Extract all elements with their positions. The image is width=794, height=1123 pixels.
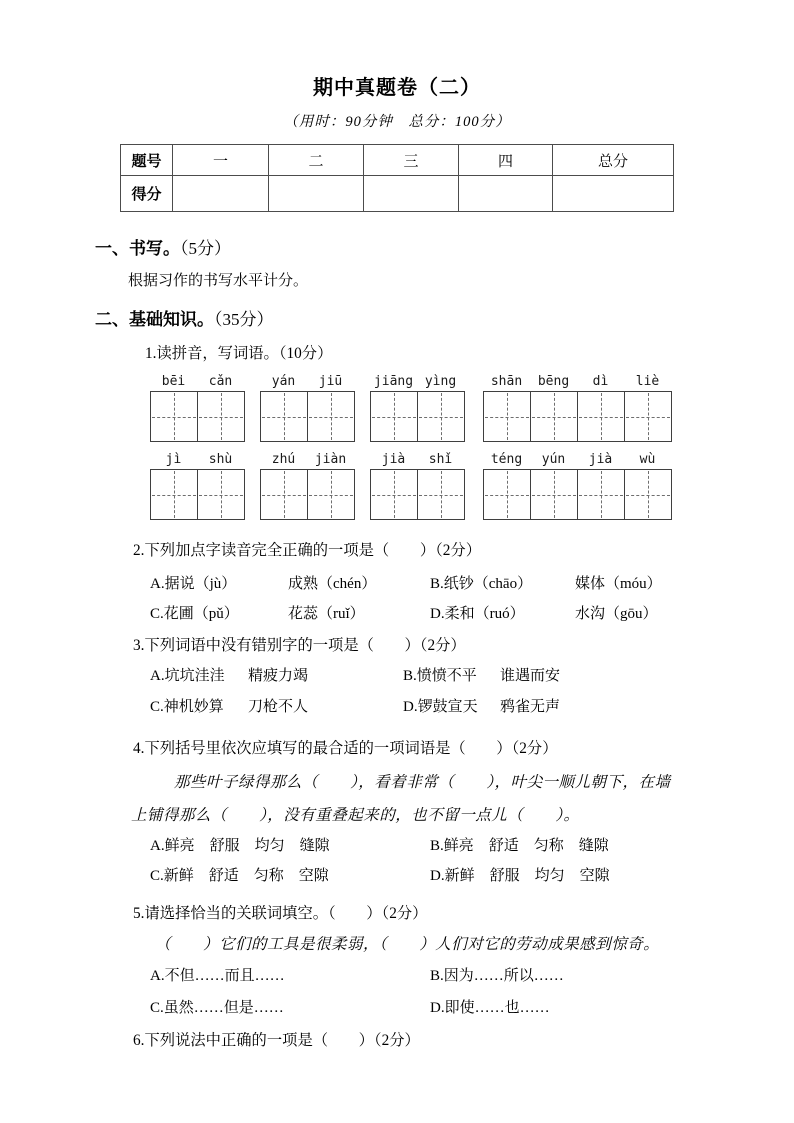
q3-option-a: A.坑坑洼洼 [150,668,225,684]
section-2-heading [95,309,274,331]
pinyin-syllable: wù [639,452,656,467]
pinyin-labels [150,452,245,467]
writing-grid-cell[interactable] [198,392,244,441]
writing-grid [370,391,465,442]
pinyin-labels [370,374,465,389]
q2-options-row2 [0,604,794,624]
q5-option-d: D.即使……也…… [430,1000,550,1016]
q4-passage-line2: 上铺得那么（ ），没有重叠起来的，也不留一点儿（ ）。 [131,807,580,824]
q2-option-a: A.据说（jù） [150,576,237,592]
pinyin-labels [260,374,355,389]
q2-options-row1 [0,574,794,594]
q2-option-b-word2: 媒体（móu） [575,576,662,592]
q2-option-d-word2: 水沟（gōu） [575,606,658,622]
section-2-points: （35分） [214,310,274,329]
writing-grid [483,391,672,442]
q4-options-row1 [0,836,794,856]
q2-option-c: C.花圃（pǔ） [150,606,239,622]
pinyin-syllable: jiāng [373,374,414,389]
writing-grid-cell[interactable] [531,392,578,441]
q4-option-d: D.新鲜 舒服 均匀 空隙 [430,868,610,884]
q4-passage-line1: 那些叶子绿得那么（ ），看着非常（ ），叶尖一顺儿朝下，在墙 [174,774,671,791]
q4-options-row2 [0,866,794,886]
pinyin-syllable: jià [588,452,613,467]
pinyin-group-zhujian [260,452,355,520]
pinyin-labels [483,452,672,467]
score-table-label-score: 得分 [121,176,173,212]
q3-options-row1 [0,666,794,686]
q3-option-d-word2: 鸦雀无声 [500,699,561,715]
score-input-cell-2[interactable] [269,176,364,212]
q3-label: 3.下列词语中没有错别字的一项是（ ）（2分） [133,637,466,654]
writing-grid-cell[interactable] [484,470,531,519]
pinyin-syllable: shǐ [428,452,453,467]
writing-grid [370,469,465,520]
pinyin-group-tengyunjiawu [483,452,672,520]
pinyin-syllable: jiū [318,374,343,389]
pinyin-syllable: yìng [424,374,457,389]
score-table [120,144,674,212]
q4-option-c: C.新鲜 舒适 匀称 空隙 [150,868,329,884]
pinyin-group-yanjiu [260,374,355,442]
writing-grid-cell[interactable] [308,470,354,519]
writing-grid-cell[interactable] [418,392,464,441]
writing-grid-cell[interactable] [578,392,625,441]
score-input-cell-3[interactable] [364,176,459,212]
q4-option-a: A.鲜亮 舒服 均匀 缝隙 [150,838,330,854]
pinyin-labels [260,452,355,467]
q1-label: 1.读拼音，写词语。（10分） [145,345,333,362]
q3-option-d: D.锣鼓宣天 [403,699,478,715]
q3-option-b: B.愤愤不平 [403,668,477,684]
q5-options-row2 [0,998,794,1018]
exam-title: 期中真题卷（二） [313,77,481,99]
writing-grid-cell[interactable] [151,470,198,519]
pinyin-syllable: yún [541,452,566,467]
pinyin-group-beican [150,374,245,442]
pinyin-labels [370,452,465,467]
pinyin-syllable: shān [490,374,523,389]
q3-option-b-word2: 谁遇而安 [500,668,561,684]
q5-option-b: B.因为……所以…… [430,968,564,984]
pinyin-syllable: jiàn [314,452,347,467]
writing-grid-cell[interactable] [484,392,531,441]
pinyin-group-jiashi [370,452,465,520]
q4-option-b: B.鲜亮 舒适 匀称 缝隙 [430,838,609,854]
score-col-header-1: 一 [173,145,269,176]
score-col-header-2: 二 [269,145,364,176]
q2-option-b: B.纸钞（chāo） [430,576,533,592]
pinyin-syllable: zhú [271,452,296,467]
writing-grid-cell[interactable] [578,470,625,519]
q3-option-a-word2: 精疲力竭 [248,668,309,684]
pinyin-syllable: dì [592,374,609,389]
writing-grid-cell[interactable] [371,392,418,441]
writing-grid-cell[interactable] [261,470,308,519]
writing-grid-cell[interactable] [151,392,198,441]
section-1-heading-text: 一、书写。 [95,239,180,258]
score-table-header-row [121,145,674,176]
q3-option-c: C.神机妙算 [150,699,224,715]
writing-grid [260,391,355,442]
pinyin-syllable: bēng [537,374,570,389]
pinyin-syllable: liè [635,374,660,389]
exam-meta: （用时：90分钟 总分：100分） [283,114,511,130]
pinyin-labels [483,374,672,389]
pinyin-syllable: jì [165,452,182,467]
q6-label: 6.下列说法中正确的一项是（ ）（2分） [133,1032,420,1049]
pinyin-group-jishu [150,452,245,520]
pinyin-syllable: téng [490,452,523,467]
pinyin-group-shanbengdilie [483,374,672,442]
writing-grid [260,469,355,520]
q5-option-c: C.虽然……但是…… [150,1000,284,1016]
writing-grid-cell[interactable] [418,470,464,519]
q2-option-d: D.柔和（ruó） [430,606,525,622]
writing-grid-cell[interactable] [261,392,308,441]
score-col-header-total: 总分 [553,145,674,176]
writing-grid [150,391,245,442]
score-table-label-question-number: 题号 [121,145,173,176]
score-table-score-row [121,176,674,212]
writing-grid-cell[interactable] [308,392,354,441]
section-2-heading-text: 二、基础知识。 [95,310,214,329]
writing-grid-cell[interactable] [371,470,418,519]
score-input-cell-1[interactable] [173,176,269,212]
writing-grid [483,469,672,520]
score-col-header-3: 三 [364,145,459,176]
score-input-cell-total[interactable] [553,176,674,212]
pinyin-syllable: yán [271,374,296,389]
q2-option-a-word2: 成熟（chén） [288,576,377,592]
pinyin-labels [150,374,245,389]
score-input-cell-4[interactable] [459,176,553,212]
pinyin-syllable: bēi [161,374,186,389]
q2-option-c-word2: 花蕊（ruǐ） [288,606,365,622]
writing-grid-cell[interactable] [625,392,671,441]
section-1-points: （5分） [180,239,231,258]
section-1-heading [95,238,231,260]
q4-label: 4.下列括号里依次应填写的最合适的一项词语是（ ）（2分） [133,740,558,757]
writing-grid-cell[interactable] [198,470,244,519]
pinyin-group-jiangying [370,374,465,442]
writing-grid-cell[interactable] [531,470,578,519]
q3-options-row2 [0,697,794,717]
section-1-note: 根据习作的书写水平计分。 [128,273,309,289]
q2-label: 2.下列加点字读音完全正确的一项是（ ）（2分） [133,542,482,559]
score-col-header-4: 四 [459,145,553,176]
writing-grid-cell[interactable] [625,470,671,519]
q5-option-a: A.不但……而且…… [150,968,285,984]
pinyin-syllable: jià [381,452,406,467]
writing-grid [150,469,245,520]
q3-option-c-word2: 刀枪不人 [248,699,309,715]
q5-options-row1 [0,966,794,986]
pinyin-syllable: cǎn [208,374,233,389]
pinyin-syllable: shù [208,452,233,467]
q5-label: 5.请选择恰当的关联词填空。（ ）（2分） [133,905,428,922]
q5-sentence: （ ）它们的工具是很柔弱，（ ）人们对它的劳动成果感到惊奇。 [155,936,660,953]
